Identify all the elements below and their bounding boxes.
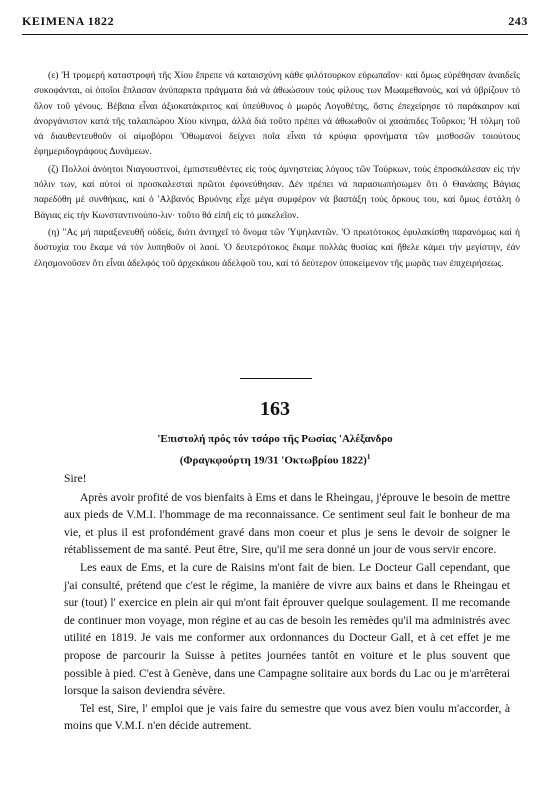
letter-paragraph: Après avoir profité de vos bienfaits à Ems et dans le Rheingau, j'éprouve le besoin de mettre aux pieds de V.M.I. l'hommage de ma reconnaissance. Ce sentiment seul fait le bonheur de ma vie, et plus il est profondément gravé dans mon coeur et plus je sens le devoir de soigner le rétablissement de ma santé. Peut être, Sire, qu'il me sera donné un jour de vous servir encore.: [64, 490, 510, 557]
running-head-title: ΚΕΙΜΕΝΑ 1822: [22, 14, 115, 28]
endnote-h: (η) "Ας μή παραξενευθῆ οὐδείς, διότι ἀντηχεῖ τό ὄνομα τῶν 'Υψηλαντῶν. 'Ο πρωτότοκος ἐφυλακίσθη παρανόμως καί ἡ δυστυχία του ἔκαμε νά τόν λυπηθοῦν οἱ λαοί. 'Ο δευτερότοκος ἔκαμε πολλάς θυσίας καί ἤθελε κάμει τήν μεγίστην, ἐάν ἐλησμονοῦσεν ὅτι εἶναι ἀδελφός τοῦ ἀρχεκάκου ἀδελφοῦ του, καί τό δεύτερον ὑποκείμενον τῆς μωρᾶς των ἐπιχειρήσεως.: [34, 226, 520, 269]
letter-title: 'Επιστολή πρός τόν τσάρο τῆς Ρωσίας 'Αλέξανδρο: [157, 433, 393, 445]
endnotes: [34, 68, 520, 273]
salutation: Sire!: [64, 472, 87, 485]
letter-heading: [0, 430, 550, 470]
section-separator: [240, 378, 312, 379]
letter-date: (Φραγκφούρτη 19/31 'Οκτωβρίου 1822): [179, 454, 367, 467]
footnote-mark: 1: [366, 453, 371, 461]
letter-paragraph: Tel est, Sire, l' emploi que je vais faire du semestre que vous avez bien voulu m'accorder, à moins que V.M.I. n'en décide autrement.: [64, 701, 510, 733]
page-number: 243: [508, 14, 528, 28]
letter-body: [64, 470, 510, 735]
endnote-z: (ζ) Πολλοί ἀνόητοι Νιαγουστινοί, ἐμπιστευθέντες εἰς τούς ἀμνηστείας λόγους τῶν Τούρκων, τούς ἐπροσκάλεσαν εἰς τήν πόλιν των, καί αὐτοί οἱ προσκαλεσταί πρῶτοι ἐφονεύθησαν. Δέν πρέπει νά παρασιωπήσωμεν ὅτι ὁ Θανάσης Βάγιας παρεδόθη μέ συνθήκας, καί ὁ 'Αλβανός Βρυόνης εἶχε μέγα συμφέρον νά βαστάξη τούς ὅρκους του, καί ὅμως ἐστάλη ὁ Βάγιας εἰς τήν Κωνσταντινούπο-λιν· τοῦτο θά εἰπῆ εἰς τό μακελεῖον.: [34, 163, 520, 221]
letter-number: 163: [260, 398, 290, 420]
letter-date-line: [0, 448, 550, 470]
running-head: [22, 14, 528, 29]
header-rule: [22, 34, 528, 35]
endnote-e: (ε) 'Η τρομερή καταστροφή τῆς Χίου ἔπρεπε νά καταισχύνη κάθε φιλότουρκον εὐρωπαῖον· καί ὅμως εὐρέθησαν ἀναιδεῖς συκοφάνται, οἱ ὁποῖοι ἔπλασαν ἀνύπαρκτα πράγματα διά νά ἀθωώσουν τούς φίλους των Μωαμεθανούς, καί νά ὑβρίζουν τό ὅλον τοῦ γένους. Βέβαια εἶναι ἀξιοκατάκριτος καί ὑπεύθυνος ὁ μωρός Λογοθέτης, ὅστις ἐπεχείρησε τό παράκαιρον καί ἀνοργάνιστον κατά τῆς ταλαιπώρου Χίου κίνημα, ἀλλά διά τοῦτο πρέπει νά ἀθωωθοῦν οἱ χασάπιδες Τοῦρκοι; 'Η τόλμη τοῦ νά διαυθεντευθοῦν οἱ αἱμοβόροι 'Οθωμανοί δείχνει ποῖα εἶναι τά κρύφια φρονήματα τῶν μισθοσῶν τοιούτους ἐφημεριδογράφους Δυνάμεων.: [34, 70, 520, 158]
letter-paragraph: Les eaux de Ems, et la cure de Raisins m'ont fait de bien. Le Docteur Gall cependant, que j'ai consulté, prétend que c'est le régime, la manière de vivre aux bains et dans le Rheingau et sur (tout) l' exercice en plein air qui m'ont fait éprouver quelque soulagement. Il me recomande de continuer mon voyage, mon régine et au cas de besoin les remèdes qu'il ma administrés avec utilité en 1819. Je vais me conformer aux ordonnances du Docteur Gall, et à cet effet je me propose de parcourir la Suisse à petites journées tantôt en voiture et le plus souvent que possible à pied. C'est à Genève, dans une Campagne solitaire aux bords du Lac ou je m'arrêterai lorsque la saison deviendra sévère.: [64, 560, 510, 698]
